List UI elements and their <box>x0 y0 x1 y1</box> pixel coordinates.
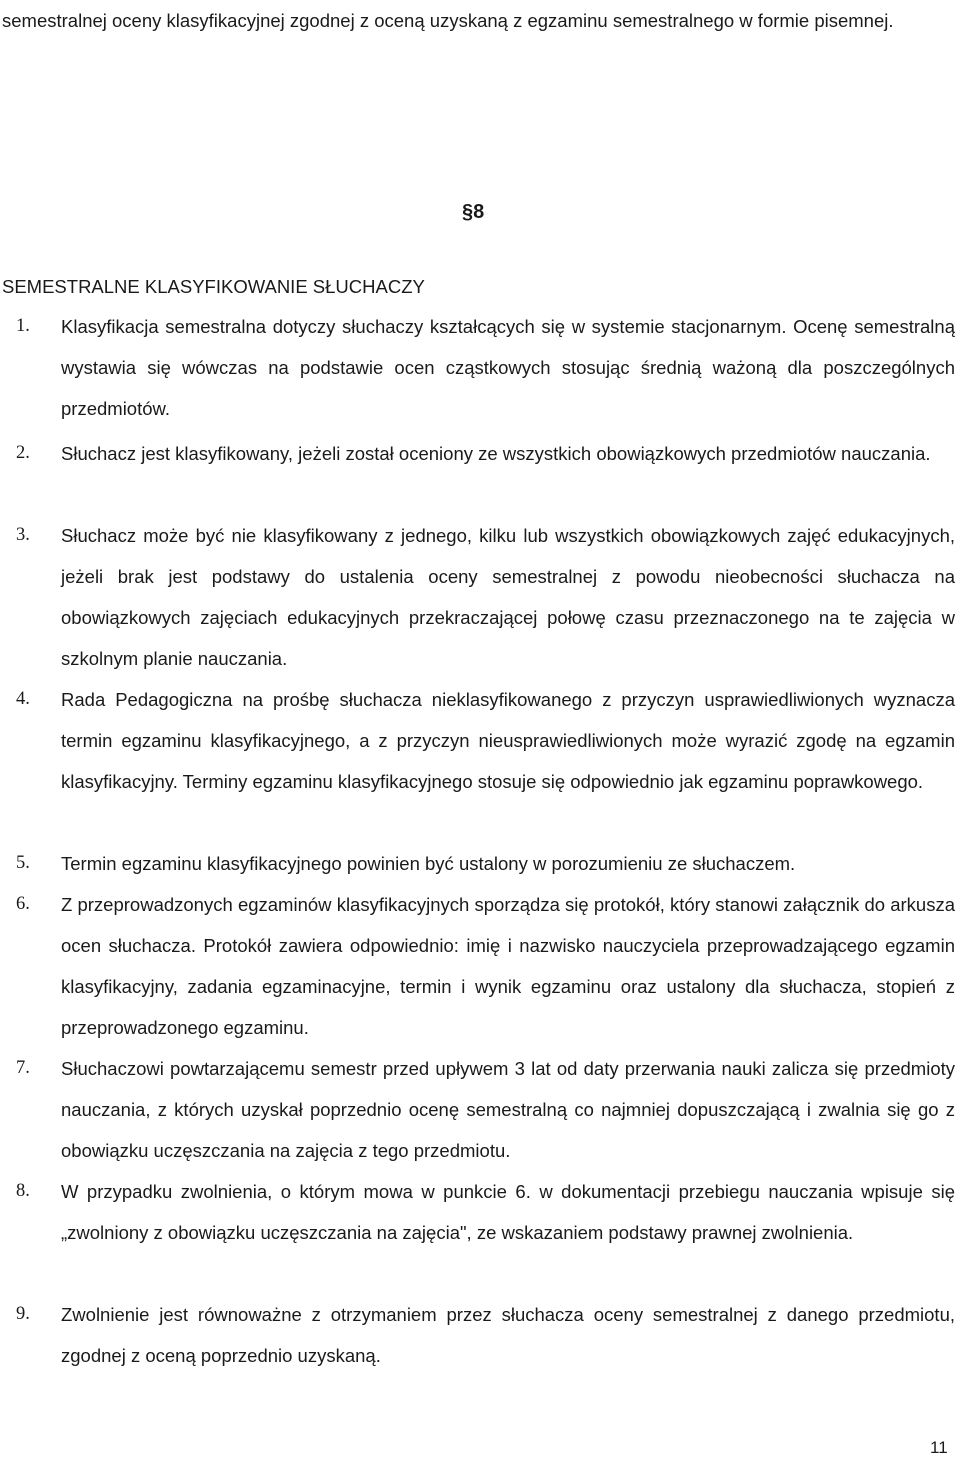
list-item-text: Rada Pedagogiczna na prośbę słuchacza nieklasyfikowanego z przyczyn usprawiedliwionych wyznacza termin egzaminu klasyfikacyjnego, a z przyczyn nieusprawiedliwionych może wyrazić zgodę na egzamin klasyfikacyjny. Terminy egzaminu klasyfikacyjnego stosuje się odpowiednio jak egzaminu poprawkowego. <box>61 689 955 792</box>
list-item-number: 8. <box>16 1181 30 1201</box>
list-item-text: Słuchacz jest klasyfikowany, jeżeli został oceniony ze wszystkich obowiązkowych przedmiotów nauczania. <box>61 443 931 464</box>
list-item-text: Zwolnienie jest równoważne z otrzymaniem przez słuchacza oceny semestralnej z danego przedmiotu, zgodnej z oceną poprzednio uzyskaną. <box>61 1304 955 1366</box>
list-item-number: 3. <box>16 525 30 545</box>
list-item-text: Z przeprowadzonych egzaminów klasyfikacyjnych sporządza się protokół, który stanowi załącznik do arkusza ocen słuchacza. Protokół zawiera odpowiednio: imię i nazwisko nauczyciela przeprowadzającego egzamin klasyfikacyjny, zadania egzaminacyjne, termin i wynik egzaminu oraz ustalony dla słuchacza, stopień z przeprowadzonego egzaminu. <box>61 894 955 1038</box>
page-number: 11 <box>930 1438 948 1457</box>
intro-paragraph: semestralnej oceny klasyfikacyjnej zgodnej z oceną uzyskaną z egzaminu semestralnego w formie pisemnej. <box>2 10 894 31</box>
section-title: SEMESTRALNE KLASYFIKOWANIE SŁUCHACZY <box>2 276 425 297</box>
list-item-number: 5. <box>16 853 30 873</box>
list-item-number: 4. <box>16 689 30 709</box>
list-item-number: 2. <box>16 443 30 463</box>
list-item-number: 1. <box>16 316 30 336</box>
list-item-number: 7. <box>16 1058 30 1078</box>
list-item-text: Słuchacz może być nie klasyfikowany z jednego, kilku lub wszystkich obowiązkowych zajęć edukacyjnych, jeżeli brak jest podstawy do ustalenia oceny semestralnej z powodu nieobecności słuchacza na obowiązkowych zajęciach edukacyjnych przekraczającej połowę czasu przeznaczonego na te zajęcia w szkolnym planie nauczania. <box>61 525 955 669</box>
list-item-text: Słuchaczowi powtarzającemu semestr przed upływem 3 lat od daty przerwania nauki zalicza się przedmioty nauczania, z których uzyskał poprzednio ocenę semestralną co najmniej dopuszczającą i zwalnia się go z obowiązku uczęszczania na zajęcia z tego przedmiotu. <box>61 1058 955 1161</box>
section-number: §8 <box>462 201 485 223</box>
list-item-text: Termin egzaminu klasyfikacyjnego powinien być ustalony w porozumieniu ze słuchaczem. <box>61 853 796 874</box>
list-item-number: 9. <box>16 1304 30 1324</box>
list-item-number: 6. <box>16 894 30 914</box>
list-item-text: Klasyfikacja semestralna dotyczy słuchaczy kształcących się w systemie stacjonarnym. Ocenę semestralną wystawia się wówczas na podstawie ocen cząstkowych stosując średnią ważoną dla poszczególnych przedmiotów. <box>61 316 955 419</box>
list-item-text: W przypadku zwolnienia, o którym mowa w punkcie 6. w dokumentacji przebiegu nauczania wpisuje się „zwolniony z obowiązku uczęszczania na zajęcia", ze wskazaniem podstawy prawnej zwolnienia. <box>61 1181 955 1243</box>
